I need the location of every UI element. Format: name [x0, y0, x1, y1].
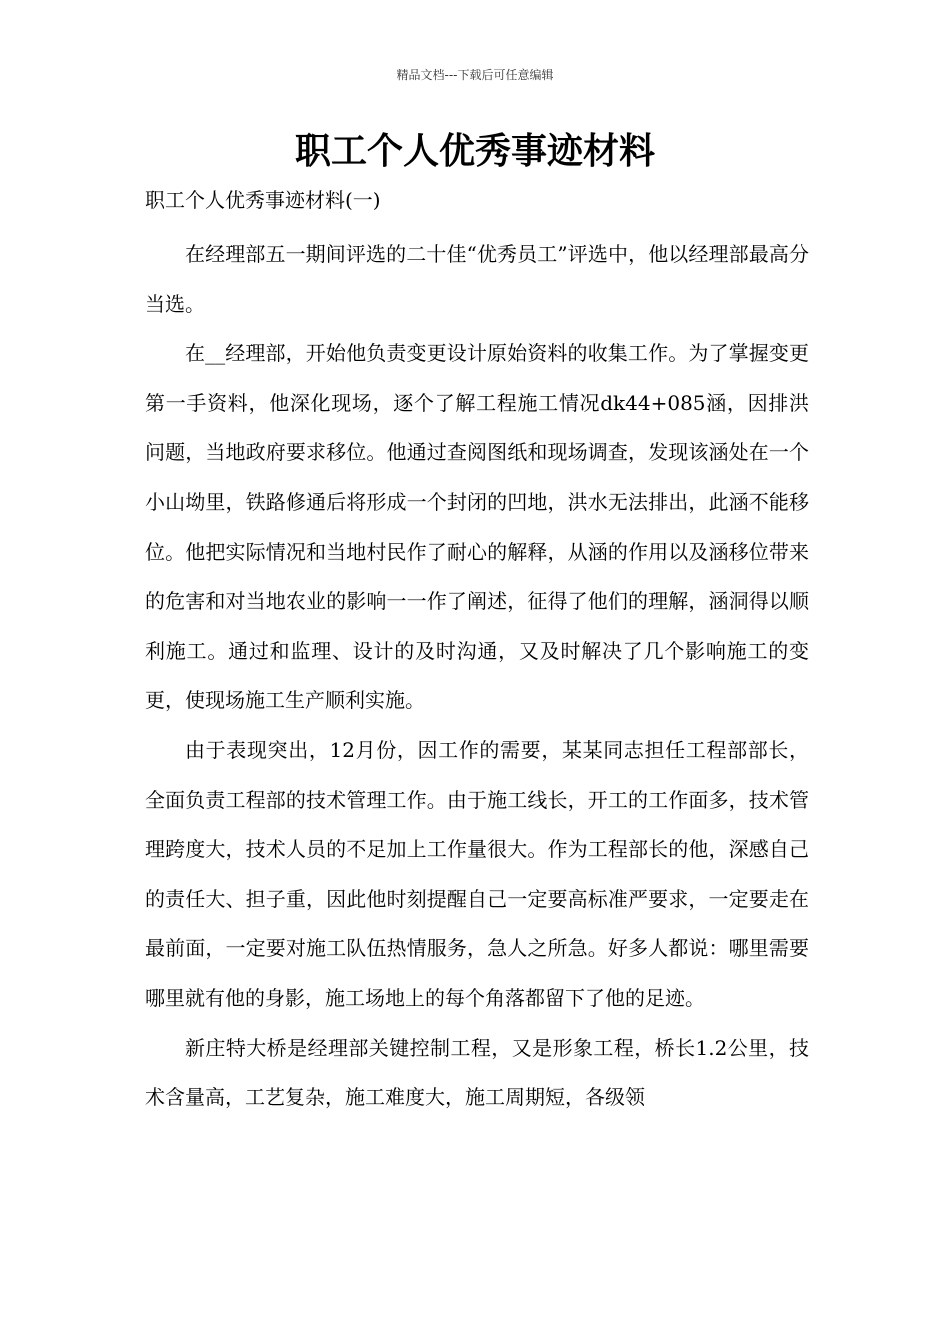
section-heading: 职工个人优秀事迹材料(一): [145, 188, 381, 212]
header-note: 精品文档---下载后可任意编辑: [396, 68, 554, 82]
paragraph: 在__经理部，开始他负责变更设计原始资料的收集工作。为了掌握变更第一手资料，他深化现场，逐个了解工程施工情况dk44+085涵，因排洪问题，当地政府要求移位。他通过查阅图纸和现场调查，发现该涵处在一个小山坳里，铁路修通后将形成一个封闭的凹地，洪水无法排出，此涵不能移位。他把实际情况和当地村民作了耐心的解释，从涵的作用以及涵移位带来的危害和对当地农业的影响一一作了阐述，征得了他们的理解，涵洞得以顺利施工。通过和监理、设计的及时沟通，又及时解决了几个影响施工的变更，使现场施工生产顺利实施。: [145, 341, 809, 713]
paragraph: 新庄特大桥是经理部关键控制工程，又是形象工程，桥长1.2公里，技术含量高，工艺复杂，施工难度大，施工周期短，各级领: [145, 1035, 809, 1110]
document-body: [145, 230, 809, 1123]
paragraph: 在经理部五一期间评选的二十佳“优秀员工”评选中，他以经理部最高分当选。: [145, 242, 809, 316]
document-title: 职工个人优秀事迹材料: [294, 131, 655, 172]
paragraph: 由于表现突出，12月份，因工作的需要，某某同志担任工程部部长，全面负责工程部的技术管理工作。由于施工线长，开工的工作面多，技术管理跨度大，技术人员的不足加上工作量很大。作为工程部长的他，深感自己的责任大、担子重，因此他时刻提醒自己一定要高标准严要求，一定要走在最前面，一定要对施工队伍热情服务，急人之所急。好多人都说：哪里需要哪里就有他的身影，施工场地上的每个角落都留下了他的足迹。: [145, 737, 809, 1010]
